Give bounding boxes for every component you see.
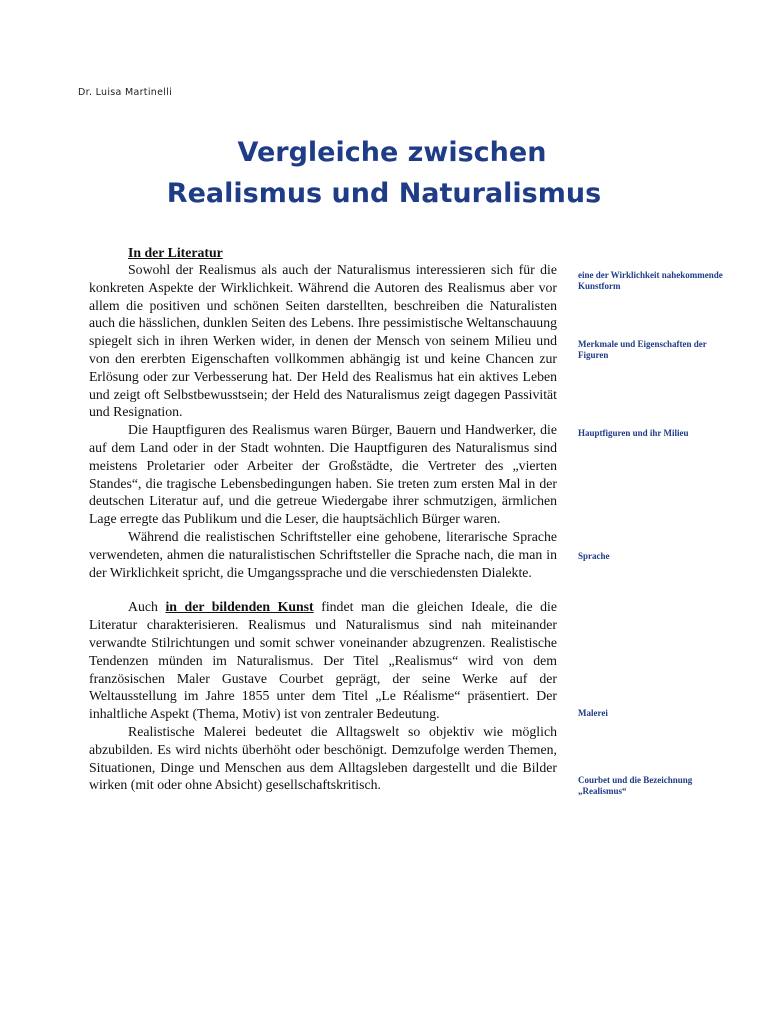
- paragraph-1: Sowohl der Realismus als auch der Naturalismus interessieren sich für die konkreten Aspekte der Wirklichkeit. Während die Autoren des Realismus aber vor allem die positiven und schönen Seiten darstellten, beschreiben die Naturalisten auch die hässlichen, dunklen Seiten des Lebens. Ihre pessimistische Weltanschauung spiegelt sich in ihren Werken wider, in denen der Mensch von seinem Milieu und von den ererbten Eigenschaften vollkommen abhängig ist und keine Chancen zur Erlösung oder zur Verbesserung hat. Der Held des Realismus hat ein aktives Leben und zeigt oft Selbstbewusstsein; der Held des Naturalismus zeigt dagegen Passivität und Resignation.: [89, 262, 557, 420]
- margin-note-kunstform: eine der Wirklichkeit nahekommende Kunstform: [578, 270, 723, 291]
- page-title-line-2: Realismus und Naturalismus: [166, 178, 602, 209]
- section-heading-bildende-kunst: in der bildenden Kunst: [165, 599, 314, 615]
- margin-note-sprache: Sprache: [578, 551, 610, 561]
- margin-note-courbet: Courbet und die Bezeichnung „Realismus“: [578, 775, 693, 796]
- author-name: Dr. Luisa Martinelli: [78, 87, 173, 98]
- paragraph-spacer: [89, 581, 557, 598]
- paragraph-5: Realistische Malerei bedeutet die Alltagswelt so objektiv wie möglich abzubilden. Es wird nichts überhöht oder beschönigt. Demzufolge werden Themen, Situationen, Dinge und Menschen aus dem Alltagsleben dargestellt und die Bilder wirken (mit oder ohne Absicht) gesellschaftskritisch.: [89, 723, 557, 793]
- paragraph-3: Während die realistischen Schriftsteller eine gehobene, literarische Sprache verwendeten, ahmen die naturalistischen Schriftsteller die Sprache nach, die man in der Wirklichkeit spricht, die Umgangssprache und die verschiedensten Dialekte.: [89, 528, 557, 580]
- page-title-line-1: Vergleiche zwischen: [237, 137, 547, 168]
- margin-note-malerei: Malerei: [578, 708, 608, 718]
- margin-note-merkmale: Merkmale und Eigenschaften der Figuren: [578, 339, 707, 360]
- paragraph-4-start: Auch: [128, 599, 166, 615]
- margin-note-hauptfiguren: Hauptfiguren und ihr Milieu: [578, 428, 689, 438]
- paragraph-4: [89, 598, 557, 723]
- main-text-column: [89, 244, 557, 794]
- paragraph-2: Die Hauptfiguren des Realismus waren Bürger, Bauern und Handwerker, die auf dem Land oder in der Stadt wohnten. Die Hauptfiguren des Naturalismus sind meistens Proletarier oder Arbeiter der Großstädte, die Vertreter des „vierten Standes“, die tragische Lebensbedingungen haben. Sie treten zum ersten Mal in der deutschen Literatur auf, und die getreue Wiedergabe ihrer schmutzigen, ärmlichen Lage erregte das Publikum und die Leser, die hauptsächlich Bürger waren.: [89, 422, 557, 527]
- section-heading-literatur: In der Literatur: [128, 245, 223, 260]
- paragraph-4-rest: findet man die gleichen Ideale, die die Literatur charakterisieren. Realismus und Naturalismus sind nah miteinander verwandte Stilrichtungen und somit schwer voneinander abzugrenzen. Realistische Tendenzen münden im Naturalismus. Der Titel „Realismus“ wird von dem französischen Maler Gustave Courbet geprägt, der seine Werke auf der Weltausstellung im Jahre 1855 unter dem Titel „Le Réalisme“ präsentiert. Der inhaltliche Aspekt (Thema, Motiv) ist von zentraler Bedeutung.: [89, 599, 557, 722]
